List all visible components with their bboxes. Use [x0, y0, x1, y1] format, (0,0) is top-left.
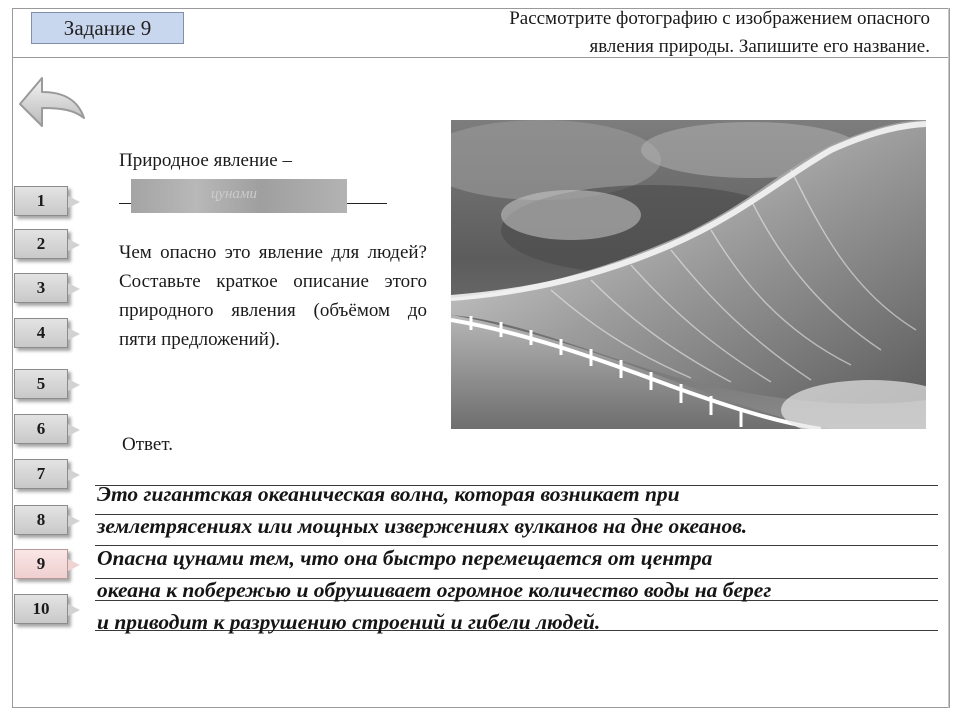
question-prompt: Чем опасно это явление для людей? Составьте краткое описание этого природного явления (объёмом до пяти предложений).	[119, 242, 427, 350]
nav-button-9[interactable]: 9	[14, 549, 68, 579]
nav-button-2[interactable]: 2	[14, 229, 68, 259]
nav-button-6[interactable]: 6	[14, 414, 68, 444]
nav-button-10[interactable]: 10	[14, 594, 68, 624]
right-divider	[948, 8, 949, 708]
answer-line: Опасна цунами тем, что она быстро перемещается от центра	[97, 546, 713, 570]
nav-button-8[interactable]: 8	[14, 505, 68, 535]
answer-label: Ответ.	[122, 434, 173, 455]
answer-line: Это гигантская океаническая волна, которая возникает при	[97, 482, 680, 506]
answer-text[interactable]	[97, 478, 942, 638]
nav-button-4[interactable]: 4	[14, 318, 68, 348]
nav-button-5[interactable]: 5	[14, 369, 68, 399]
back-arrow-icon[interactable]	[14, 70, 90, 138]
task-instruction-line-1: Рассмотрите фотографию с изображением опасного	[509, 8, 930, 29]
task-label: Задание 9	[31, 12, 184, 44]
answer-line: землетрясениях или мощных извержениях вулканов на дне океанов.	[97, 514, 748, 538]
phenomenon-answer-field[interactable]	[131, 179, 347, 213]
answer-line: и приводит к разрушению строений и гибели людей.	[97, 610, 601, 634]
phenomenon-answer-hint: цунами	[211, 186, 257, 202]
nav-button-3[interactable]: 3	[14, 273, 68, 303]
task-instruction-line-2: явления природы. Запишите его название.	[589, 36, 930, 57]
tsunami-wave-photo	[451, 120, 926, 429]
nav-button-1[interactable]: 1	[14, 186, 68, 216]
phenomenon-label: Природное явление –	[119, 150, 292, 171]
nav-button-7[interactable]: 7	[14, 459, 68, 489]
answer-line: океана к побережью и обрушивает огромное количество воды на берег	[97, 578, 772, 602]
task-instruction	[360, 5, 930, 61]
